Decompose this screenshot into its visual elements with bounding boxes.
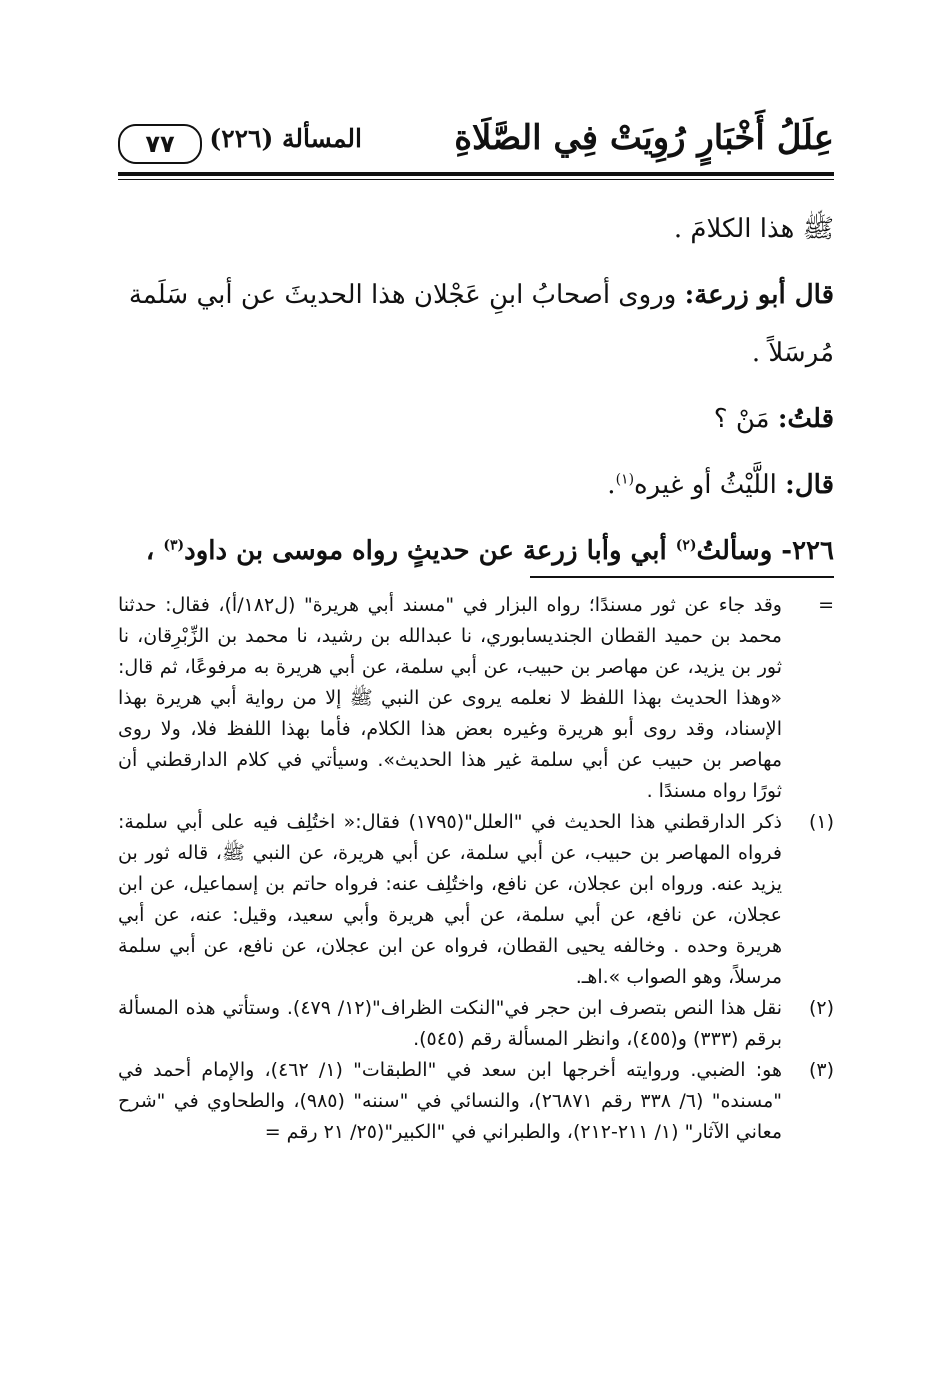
paragraph-end: ،	[145, 536, 164, 566]
paragraph-text: وروى أصحابُ ابنِ عَجْلان هذا الحديثَ عن أبي سَلَمة مُرسَلاً .	[128, 280, 834, 368]
footnote	[118, 590, 834, 807]
paragraph-2	[118, 266, 834, 382]
footnote-mark: (١)	[808, 811, 834, 833]
paragraph-end: .	[607, 470, 616, 500]
speaker-label: قال:	[785, 470, 834, 500]
footnote-text: وقد جاء عن ثور مسندًا؛ رواه البزار في "مسند أبي هريرة" (ل١٨٢/أ)، فقال: حدثنا محمد بن حميد القطان الجنديسابوري، نا عبدالله بن رشيد، نا محمد بن الزِّبْرِقان، نا ثور بن يزيد، عن مهاصر بن حبيب، عن أبي سلمة، عن أبي هريرة به مرفوعًا، ثم قال: «وهذا الحديث بهذا اللفظ لا نعلمه يروى عن النبي ﷺ إلا من رواية أبي هريرة بهذا الإسناد، وقد روى أبو هريرة وغيره بعض هذا الكلام، فأما بهذا اللفظ فلا، ولا روى مهاصر بن حبيب عن أبي سلمة غير هذا الحديث». وسيأتي في كلام الدارقطني أن ثورًا رواه مسندًا .	[118, 594, 782, 802]
paragraph-3	[118, 390, 834, 448]
footnote	[118, 1055, 834, 1148]
footnote-ref: (٢)	[675, 537, 697, 554]
footnote	[118, 807, 834, 993]
header-rule-thin	[118, 179, 834, 180]
line-text: ﷺ هذا الكلامَ .	[673, 214, 834, 244]
paragraph-text: مَنْ ؟	[713, 404, 778, 434]
footnote-ref: (٣)	[163, 537, 185, 554]
speaker-label: قال أبو زرعة:	[684, 280, 834, 310]
footnote-text: نقل هذا النص بتصرف ابن حجر في"النكت الظراف"(١٢/ ٤٧٩). وستأتي هذه المسألة برقم (٣٣٣) و(٤٥٥)، وانظر المسألة رقم (٥٤٥).	[118, 997, 782, 1050]
paragraph-text: أبي وأبا زرعة عن حديثٍ رواه موسى بن داود	[184, 536, 676, 566]
footnote	[118, 993, 834, 1055]
header-rule-thick	[118, 172, 834, 176]
paragraph-5	[118, 522, 834, 580]
book-title: عِلَلُ أَخْبَارٍ رُوِيَتْ فِي الصَّلَاةِ	[454, 118, 834, 158]
main-text	[118, 200, 834, 580]
footnote-text: ذكر الدارقطني هذا الحديث في "العلل"(١٧٩٥) فقال:« اختُلِف فيه على أبي سلمة: فرواه المهاصر بن حبيب، عن أبي سلمة، عن أبي هريرة، عن النبي ﷺ، قاله ثور بن يزيد عنه. ورواه ابن عجلان، عن نافع، واختُلِف عنه: فرواه حاتم بن إسماعيل، عن ابن عجلان، عن نافع، عن أبي سلمة، عن أبي هريرة وأبي سعيد، وقيل: عنه، عن أبي هريرة وحده . وخالفه يحيى القطان، فرواه عن ابن عجلان، عن نافع، عن أبي سلمة مرسلاً، وهو الصواب ».اهـ.	[118, 811, 782, 988]
page-number: ٧٧	[118, 124, 202, 164]
speaker-label: قلتُ:	[777, 404, 834, 434]
footnote-separator	[530, 576, 834, 578]
footnote-mark: =	[818, 594, 834, 616]
issue-heading: ٢٢٦- وسألتُ	[696, 536, 834, 566]
footnote-text: هو: الضبي. وروايته أخرجها ابن سعد في "الطبقات" (١/ ٤٦٢)، والإمام أحمد في "مسنده" (٦/ ٣٣٨ رقم ٢٦٨٧١)، والنسائي في "سننه" (٩٨٥)، والطحاوي في "شرح معاني الآثار" (١/ ٢١١-٢١٢)، والطبراني في "الكبير"(٢٥/ ٢١ رقم =	[118, 1059, 783, 1143]
page-header	[118, 110, 834, 170]
footnotes	[118, 590, 834, 1148]
footnote-mark: (٢)	[808, 997, 834, 1019]
footnote-mark: (٣)	[808, 1059, 834, 1081]
issue-label: المسألة (٢٢٦)	[209, 124, 362, 153]
paragraph-4	[118, 456, 834, 514]
paragraph-1	[118, 200, 834, 258]
footnote-ref: (١)	[615, 471, 635, 488]
paragraph-text: اللَّيْثُ أو غيره	[634, 470, 786, 500]
